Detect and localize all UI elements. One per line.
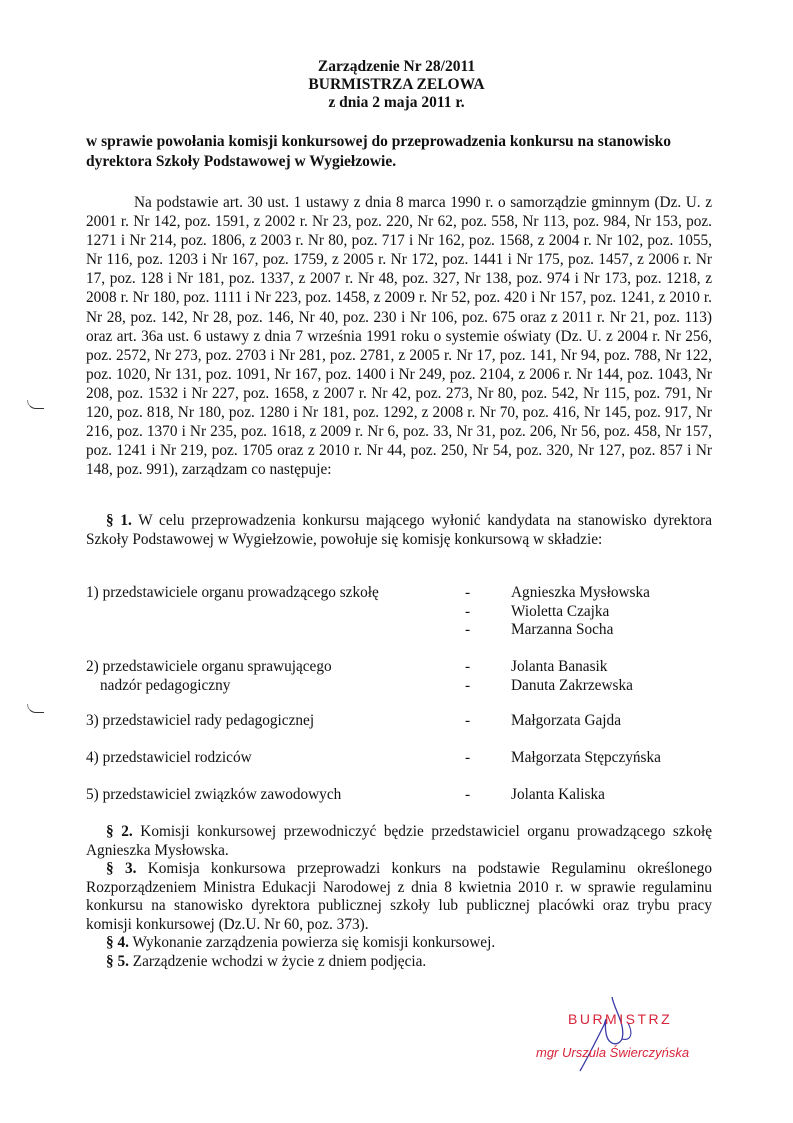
document-subject: w sprawie powołania komisji konkursowej do przeprowadzenia konkursu na stanowisko dyrektora Szkoły Podstawowej w Wygiełzowie. xyxy=(86,133,671,170)
committee-role: 3) przedstawiciel rady pedagogicznej xyxy=(86,712,315,729)
section-mark: § 3. xyxy=(106,860,137,877)
punch-hole-mark xyxy=(27,400,44,409)
signature-block xyxy=(530,995,730,1075)
dash: - xyxy=(465,658,471,675)
committee-role: 4) przedstawiciel rodziców xyxy=(86,749,252,766)
section-text: Komisji konkursowej przewodniczyć będzie przedstawiciel organu prowadzącego szkołę Agnieszka Mysłowska. xyxy=(86,823,713,859)
committee-role: 5) przedstawiciel związków zawodowych xyxy=(86,786,342,803)
issue-date: z dnia 2 maja 2011 r. xyxy=(328,94,465,111)
committee-member: Marzanna Socha xyxy=(511,621,614,639)
section-mark: § 1. xyxy=(106,512,132,529)
section-text: Wykonanie zarządzenia powierza się komisji konkursowej. xyxy=(128,934,496,951)
section-2 xyxy=(86,823,712,860)
handwritten-signature-icon xyxy=(530,995,730,1075)
stamp-name: mgr Urszula Świerczyńska xyxy=(536,1045,690,1060)
section-mark: § 2. xyxy=(106,823,133,840)
dash: - xyxy=(465,621,471,639)
section-1 xyxy=(86,512,712,549)
section-3 xyxy=(86,860,712,934)
dash: - xyxy=(465,602,471,620)
punch-hole-mark xyxy=(27,704,44,713)
committee-member: Jolanta Banasik xyxy=(511,658,608,675)
issuer: BURMISTRZA ZELOWA xyxy=(308,76,485,93)
dash: - xyxy=(465,584,471,601)
document-header xyxy=(0,58,793,112)
section-text: Zarządzenie wchodzi w życie z dniem podjęcia. xyxy=(128,953,427,970)
dash: - xyxy=(465,712,471,729)
section-mark: § 4. xyxy=(106,934,129,951)
committee-member: Małgorzata Gajda xyxy=(511,712,621,729)
committee-member: Danuta Zakrzewska xyxy=(511,676,633,694)
section-mark: § 5. xyxy=(106,953,129,970)
order-number: Zarządzenie Nr 28/2011 xyxy=(317,58,476,75)
dash: - xyxy=(465,786,471,803)
dash: - xyxy=(465,749,471,766)
legal-basis-paragraph: Na podstawie art. 30 ust. 1 ustawy z dnia 8 marca 1990 r. o samorządzie gminnym (Dz. U. z 2001 r. Nr 142, poz. 1591, z 2002 r. Nr 23, poz. 220, Nr 62, poz. 558, Nr 113, poz. 984, Nr 153, poz. 1271 i Nr 214, poz. 1806, z 2003 r. Nr 80, poz. 717 i Nr 162, poz. 1568, z 2004 r. Nr 102, poz. 1055, Nr 116, poz. 1203 i Nr 167, poz. 1759, z 2005 r. Nr 172, poz. 1441 i Nr 175, poz. 1457, z 2006 r. Nr 17, poz. 128 i Nr 181, poz. 1337, z 2007 r. Nr 48, poz. 327, Nr 138, poz. 974 i Nr 173, poz. 1218, z 2008 r. Nr 180, poz. 1111 i Nr 223, poz. 1458, z 2009 r. Nr 52, poz. 420 i Nr 157, poz. 1241, z 2010 r. Nr 28, poz. 142, Nr 28, poz. 146, Nr 40, poz. 230 i Nr 106, poz. 675 oraz z 2011 r. Nr 21, poz. 113) oraz art. 36a ust. 6 ustawy z dnia 7 września 1991 roku o systemie oświaty (Dz. U. z 2004 r. Nr 256, poz. 2572, Nr 273, poz. 2703 i Nr 281, poz. 2781, z 2005 r. Nr 17, poz. 141, Nr 94, poz. 788, Nr 122, poz. 1020, Nr 131, poz. 1091, Nr 167, poz. 1400 i Nr 249, poz. 2104, z 2006 r. Nr 144, poz. 1043, Nr 208, poz. 1532 i Nr 227, poz. 1658, z 2007 r. Nr 42, poz. 273, Nr 80, poz. 542, Nr 115, poz. 791, Nr 120, poz. 818, Nr 180, poz. 1280 i Nr 181, poz. 1292, z 2008 r. Nr 70, poz. 416, Nr 145, poz. 917, Nr 216, poz. 1370 i Nr 235, poz. 1618, z 2009 r. Nr 6, poz. 33, Nr 31, poz. 206, Nr 56, poz. 458, Nr 157, poz. 1241 i Nr 219, poz. 1705 oraz z 2010 r. Nr 44, poz. 250, Nr 54, poz. 320, Nr 127, poz. 857 i Nr 148, poz. 991), zarządzam co następuje: xyxy=(86,194,712,479)
section-text: Komisja konkursowa przeprowadzi konkurs na podstawie Regulaminu określonego Rozporządzeniem Ministra Edukacji Narodowej z dnia 8 kwietnia 2010 r. w sprawie regulaminu konkursu na stanowisko dyrektora publicznej szkoły lub publicznej placówki oraz trybu pracy komisji konkursowej (Dz.U. Nr 60, poz. 373). xyxy=(86,860,713,933)
committee-role: 1) przedstawiciele organu prowadzącego szkołę xyxy=(86,584,379,601)
stamp-title: BURMISTRZ xyxy=(568,1011,673,1027)
dash: - xyxy=(465,676,471,694)
committee-member: Wioletta Czajka xyxy=(511,602,610,620)
section-4 xyxy=(86,934,712,953)
committee-role-continued: nadzór pedagogiczny xyxy=(100,676,231,694)
section-5 xyxy=(86,953,712,972)
committee-member: Agnieszka Mysłowska xyxy=(511,584,650,601)
section-text: W celu przeprowadzenia konkursu mającego wyłonić kandydata na stanowisko dyrektora Szkoły Podstawowej w Wygiełzowie, powołuje się komisję konkursową w składzie: xyxy=(86,512,712,548)
committee-member: Małgorzata Stępczyńska xyxy=(511,749,661,766)
committee-member: Jolanta Kaliska xyxy=(511,786,605,803)
committee-role: 2) przedstawiciele organu sprawującego xyxy=(86,658,332,675)
